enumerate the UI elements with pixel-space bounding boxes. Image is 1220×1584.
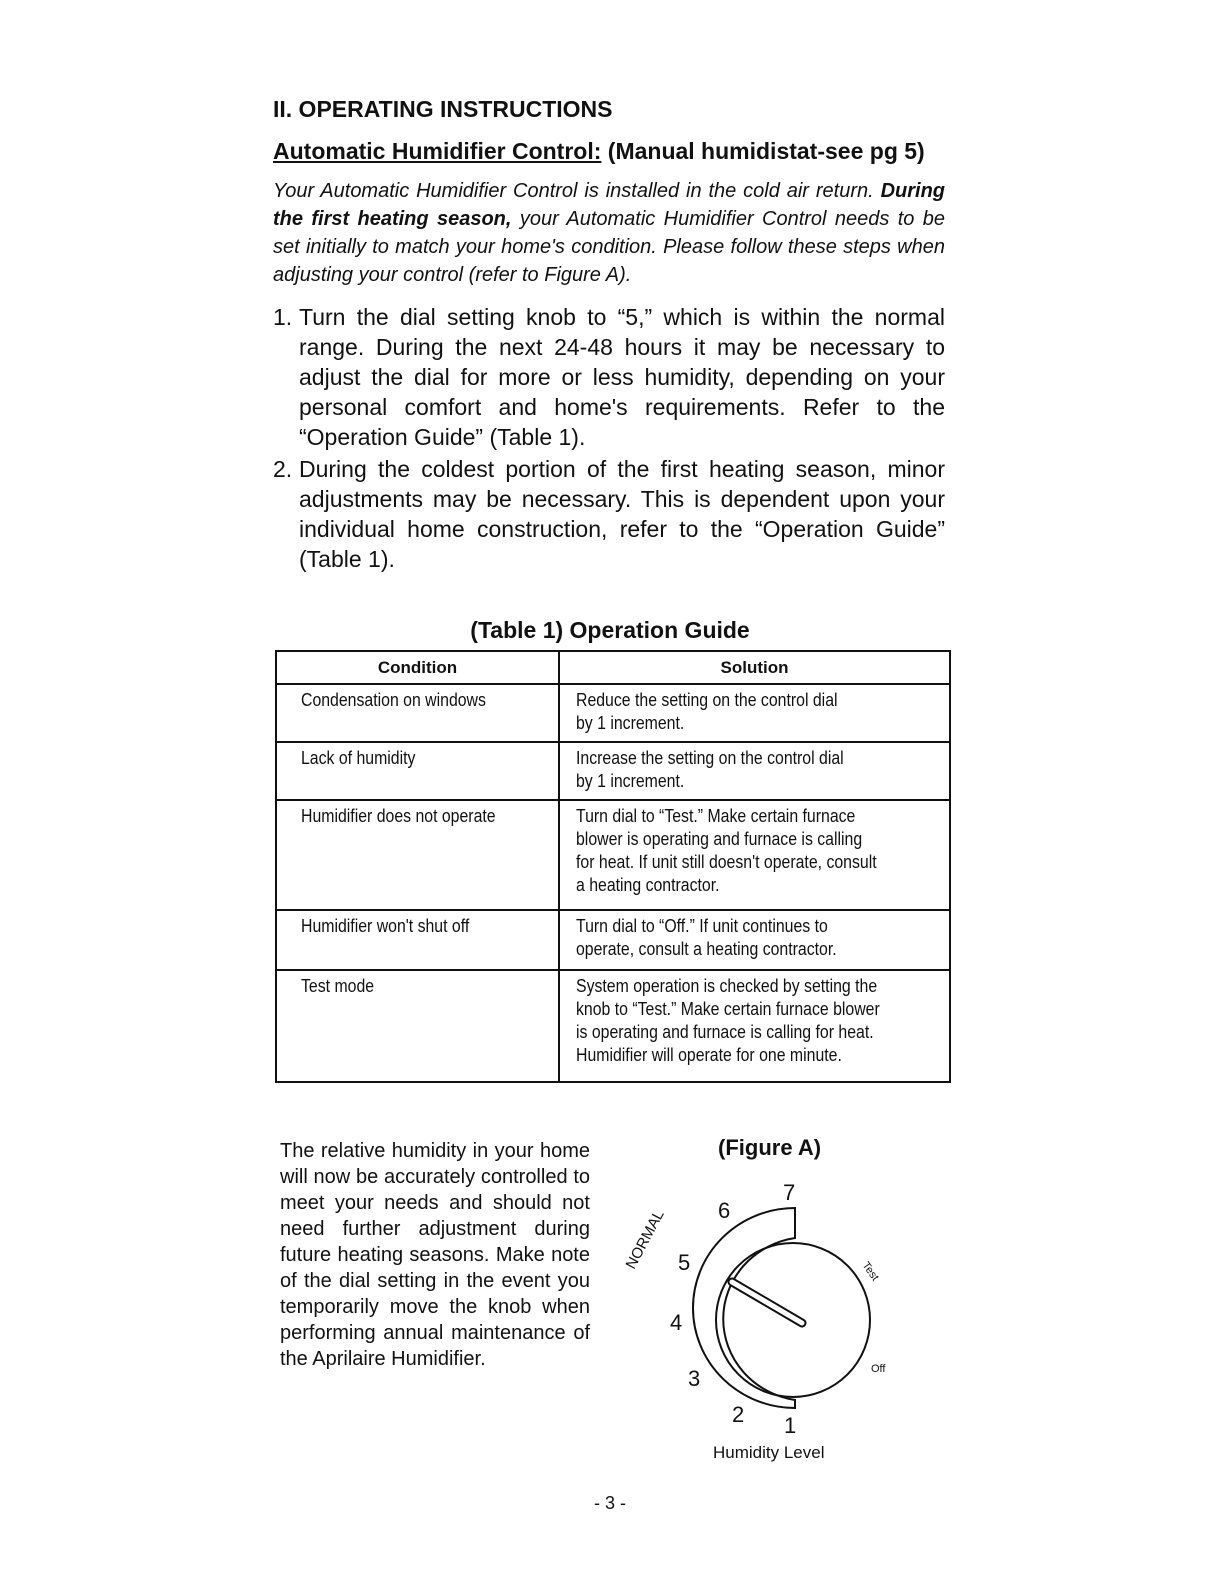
cell-text: System operation is checked by setting the knob to “Test.” Make certain furnace blower is operating and furnace is calling for heat. Humidifier will operate for one minute.: [576, 976, 880, 1065]
cell-text: Reduce the setting on the control dial by 1 increment.: [576, 690, 838, 733]
dial-label-7: 7: [783, 1180, 796, 1205]
cell-text: Test mode: [301, 976, 375, 996]
solution-cell: [559, 970, 950, 1082]
step-text: Turn the dial setting knob to “5,” which is within the normal range. During the next 24-48 hours it may be necessary to adjust the dial for more or less humidity, depending on your personal comfort and home's requirements. Refer to the “Operation Guide” (Table 1).: [299, 304, 945, 450]
solution-cell: [559, 800, 950, 910]
cell-text: Turn dial to “Test.” Make certain furnace blower is operating and furnace is calling for heat. If unit still doesn't operate, consult a heating contractor.: [576, 806, 877, 895]
cell-text: Increase the setting on the control dial by 1 increment.: [576, 748, 844, 791]
step-number: 1.: [273, 304, 293, 330]
intro-text: your Automatic Humidifier Control needs to be set initially to match your home's condition. Please follow these steps when adjusting your control (refer to Figure A).: [273, 208, 945, 286]
section-heading: II. OPERATING INSTRUCTIONS: [273, 96, 613, 122]
condition-cell: [276, 910, 559, 970]
cell-text: Humidifier does not operate: [301, 806, 496, 826]
solution-cell: [559, 742, 950, 800]
table-row: [276, 910, 950, 970]
subheading: [273, 138, 925, 165]
subheading-rest: (Manual humidistat-see pg 5): [601, 138, 925, 164]
test-label: Test: [859, 1259, 881, 1284]
dial-label-3: 3: [688, 1366, 701, 1391]
condition-cell: [276, 742, 559, 800]
table-row: [276, 684, 950, 742]
cell-text: Humidifier won't shut off: [301, 916, 470, 936]
dial-label-5: 5: [678, 1250, 691, 1275]
steps-list: [273, 302, 945, 576]
cell-text: Lack of humidity: [301, 748, 416, 768]
off-label: Off: [871, 1363, 886, 1375]
intro-bold: During the first heating season,: [273, 180, 945, 230]
table-header-row: [276, 651, 950, 684]
page-number: - 3 -: [593, 1493, 626, 1513]
closing-paragraph: The relative humidity in your home will now be accurately controlled to meet your needs and should not need further adjustment during future heating seasons. Make note of the dial setting in the event you temporarily move the knob when performing annual maintenance of the Aprilaire Humidifier.: [280, 1140, 590, 1370]
normal-range-label: NORMAL: [622, 1207, 668, 1272]
cell-text: Turn dial to “Off.” If unit continues to operate, consult a heating contractor.: [576, 916, 837, 959]
table-title: (Table 1) Operation Guide: [470, 617, 750, 643]
intro-paragraph: [273, 177, 945, 289]
step-text: During the coldest portion of the first heating season, minor adjustments may be necessary. This is dependent upon your individual home construction, refer to the “Operation Guide” (Table 1).: [299, 456, 945, 572]
column-header: Solution: [559, 651, 950, 684]
humidity-dial-figure: [600, 1130, 900, 1470]
condition-cell: [276, 684, 559, 742]
solution-cell: [559, 684, 950, 742]
column-header: Condition: [276, 651, 559, 684]
dial-pointer-highlight: [732, 1282, 802, 1323]
subheading-underlined: Automatic Humidifier Control:: [273, 138, 602, 164]
table-row: [276, 800, 950, 910]
table-row: [276, 742, 950, 800]
condition-cell: [276, 800, 559, 910]
step-number: 2.: [273, 456, 293, 482]
condition-cell: [276, 970, 559, 1082]
list-item: [273, 302, 945, 452]
cell-text: Condensation on windows: [301, 690, 486, 710]
figure-title: (Figure A): [718, 1135, 822, 1160]
list-item: [273, 454, 945, 574]
dial-label-6: 6: [718, 1198, 731, 1223]
solution-cell: [559, 910, 950, 970]
operation-guide-table: [275, 650, 951, 1083]
table-row: [276, 970, 950, 1082]
dial-label-2: 2: [732, 1402, 745, 1427]
figure-caption: Humidity Level: [713, 1443, 825, 1462]
dial-label-1: 1: [784, 1413, 797, 1438]
dial-label-4: 4: [670, 1310, 683, 1335]
intro-text: Your Automatic Humidifier Control is installed in the cold air return.: [273, 180, 881, 202]
